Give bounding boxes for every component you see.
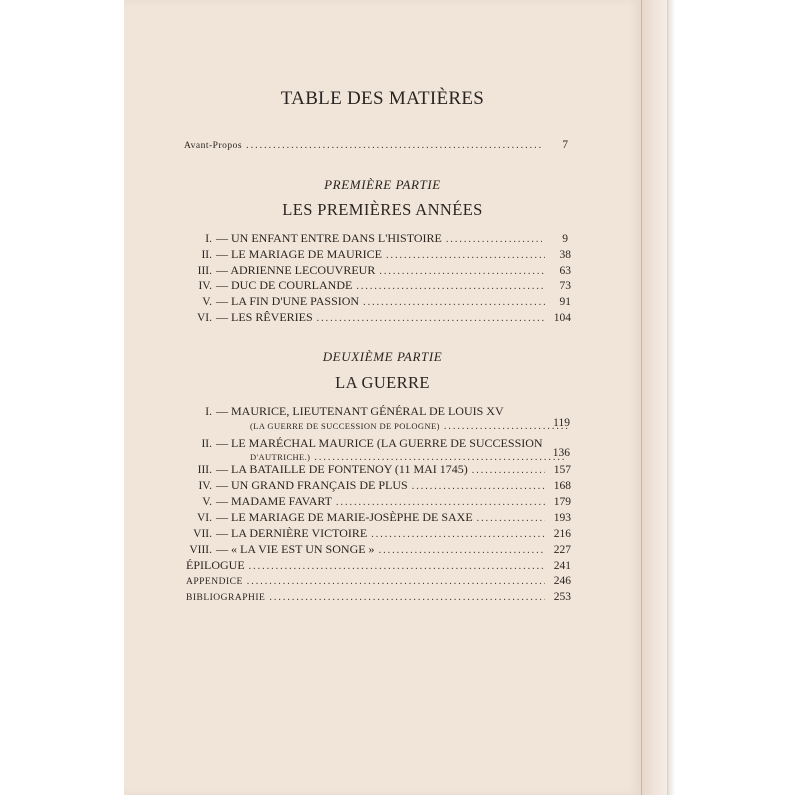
- toc-entry: [168, 478, 571, 494]
- toc-entry: [168, 247, 571, 263]
- chapter-subtitle: [250, 421, 572, 432]
- entry-page: 246: [553, 575, 571, 587]
- chapter-number: VII.: [193, 528, 212, 540]
- leader-dots: [472, 464, 545, 478]
- chapter-title: — LA BATAILLE DE FONTENOY (11 MAI 1745): [216, 462, 468, 476]
- toc-entry: [168, 404, 554, 419]
- entry-page: 241: [553, 560, 571, 572]
- leader-dots: [246, 139, 542, 153]
- toc-entry-bibliographie: [186, 590, 571, 605]
- toc-entry: [168, 462, 571, 478]
- toc-entry: [168, 294, 571, 310]
- toc-entry: [168, 436, 568, 451]
- chapter-title: — « LA VIE EST UN SONGE »: [216, 542, 375, 556]
- chapter-title: — MAURICE, LIEUTENANT GÉNÉRAL DE LOUIS XV: [216, 404, 504, 418]
- chapter-title: — LA FIN D'UNE PASSION: [216, 294, 360, 308]
- chapter-page: 91: [559, 296, 571, 308]
- chapter-subtitle-text: (LA GUERRE DE SUCCESSION DE POLOGNE): [250, 421, 440, 431]
- toc-title: TABLE DES MATIÈRES: [280, 88, 485, 109]
- chapter-page: 193: [553, 512, 571, 524]
- leader-dots: [446, 233, 542, 247]
- chapter-page: 104: [553, 312, 571, 324]
- chapter-page: 63: [559, 265, 571, 277]
- chapter-number: I.: [205, 233, 212, 245]
- chapter-number: III.: [197, 464, 212, 476]
- chapter-title: — LES RÊVERIES: [216, 310, 313, 324]
- chapter-number: VI.: [196, 512, 212, 524]
- chapter-page: 73: [559, 280, 571, 292]
- toc-entry: [168, 278, 571, 294]
- toc-entry: [168, 542, 571, 558]
- toc-entry-epilogue: [186, 558, 571, 574]
- chapter-number: I.: [205, 406, 212, 418]
- chapter-page: 168: [553, 480, 571, 492]
- part-one-title: LES PREMIÈRES ANNÉES: [282, 200, 483, 219]
- entry-title: BIBLIOGRAPHIE: [186, 593, 266, 603]
- toc-entry: [168, 263, 571, 279]
- page-edge: [641, 0, 668, 795]
- entry-title: Avant-Propos: [184, 141, 243, 151]
- chapter-title: — LE MARÉCHAL MAURICE (LA GUERRE DE SUCCESSION: [216, 436, 543, 450]
- chapter-number: II.: [201, 438, 212, 450]
- toc-entry: [168, 231, 568, 247]
- chapter-title: — DUC DE COURLANDE: [216, 278, 353, 292]
- leader-dots: [247, 575, 545, 589]
- toc-entry: [168, 494, 571, 510]
- chapter-number: V.: [202, 496, 212, 508]
- chapter-number: IV.: [198, 280, 212, 292]
- chapter-title: — ADRIENNE LECOUVREUR: [216, 263, 376, 277]
- leader-dots: [412, 480, 545, 494]
- chapter-page: 9: [562, 233, 568, 245]
- chapter-title: — LE MARIAGE DE MARIE-JOSÈPHE DE SAXE: [216, 510, 473, 524]
- leader-dots: [249, 560, 545, 574]
- toc-entry-avant-propos: [184, 138, 568, 153]
- entry-title: APPENDICE: [186, 577, 243, 587]
- chapter-number: VIII.: [189, 544, 212, 556]
- chapter-page: 157: [553, 464, 571, 476]
- leader-dots: [386, 249, 545, 263]
- entry-page: 253: [553, 591, 571, 603]
- chapter-page: 38: [559, 249, 571, 261]
- chapter-title: — LA DERNIÈRE VICTOIRE: [216, 526, 368, 540]
- leader-dots: [379, 265, 545, 279]
- chapter-number: II.: [201, 249, 212, 261]
- chapter-page: 119: [553, 417, 570, 429]
- leader-dots: [356, 280, 545, 294]
- page-edge-shadow: [667, 0, 675, 795]
- chapter-title: — LE MARIAGE DE MAURICE: [216, 247, 382, 261]
- leader-dots: [363, 296, 545, 310]
- leader-dots: [379, 544, 545, 558]
- chapter-page-holder: [548, 446, 570, 460]
- leader-dots: [477, 512, 545, 526]
- chapter-number: III.: [197, 265, 212, 277]
- chapter-title: — MADAME FAVART: [216, 494, 332, 508]
- chapter-page: 136: [552, 447, 570, 459]
- chapter-title: — UN GRAND FRANÇAIS DE PLUS: [216, 478, 408, 492]
- chapter-number: VI.: [196, 312, 212, 324]
- part-one-label: PREMIÈRE PARTIE: [324, 177, 441, 192]
- leader-dots: [269, 591, 545, 605]
- toc-entry-appendice: [186, 574, 571, 589]
- chapter-number: IV.: [198, 480, 212, 492]
- leader-dots: [317, 312, 545, 326]
- part-two-title: LA GUERRE: [335, 373, 430, 392]
- entry-title: ÉPILOGUE: [186, 558, 245, 572]
- toc-entry: [168, 526, 571, 542]
- chapter-page: 216: [553, 528, 571, 540]
- part-two-label: DEUXIÈME PARTIE: [322, 349, 443, 364]
- chapter-page: 227: [553, 544, 571, 556]
- chapter-subtitle-text: D'AUTRICHE.): [250, 452, 311, 462]
- chapter-number: V.: [202, 296, 212, 308]
- leader-dots: [371, 528, 545, 542]
- chapter-title: — UN ENFANT ENTRE DANS L'HISTOIRE: [216, 231, 442, 245]
- chapter-page-holder: [548, 416, 570, 430]
- book-page: [124, 0, 641, 795]
- leader-dots: [336, 496, 545, 510]
- entry-page: 7: [562, 139, 568, 151]
- toc-entry: [168, 310, 571, 326]
- chapter-page: 179: [553, 496, 571, 508]
- toc-entry: [168, 510, 571, 526]
